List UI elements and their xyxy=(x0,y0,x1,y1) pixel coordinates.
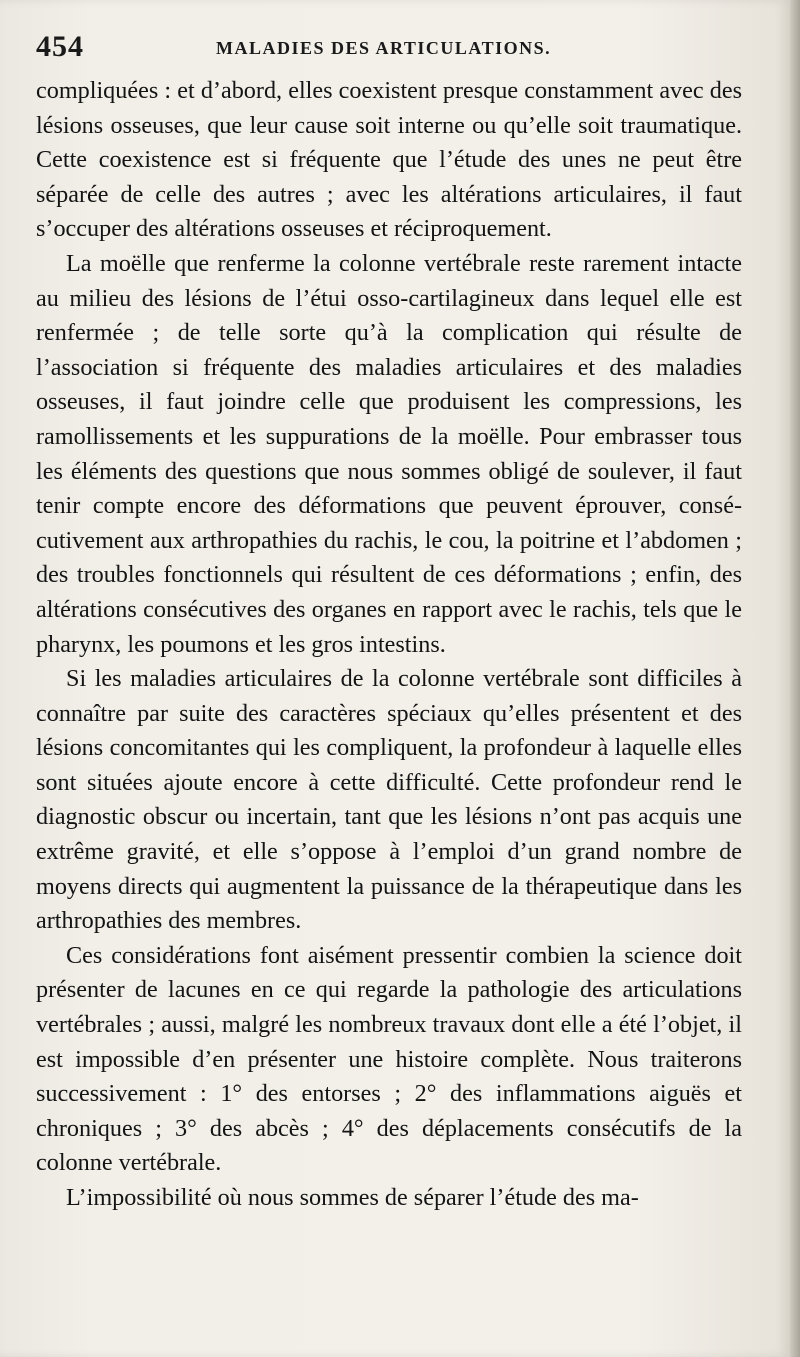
page-header xyxy=(36,30,736,70)
paragraph-1: compliquées : et d’abord, elles coexistent presque constamment avec des lésions osseuses, que leur cause soit interne ou qu’elle soit traumatique. Cette coexistence est si fréquente que l’étude des unes ne peut être séparée de celle des autres ; avec les altérations articulaires, il faut s’occuper des altérations osseuses et réciproquement. xyxy=(36,77,742,243)
body-text xyxy=(36,74,742,1216)
paragraph-5: L’impossibilité où nous sommes de séparer l’étude des ma- xyxy=(66,1184,639,1211)
paragraph-4: Ces considérations font aisément pressentir combien la science doit présenter de lacunes en ce qui regarde la pathologie des articulations vertébrales ; aussi, malgré les nombreux travaux dont elle a été l’objet, il est impossible d’en présenter une histoire complète. Nous traiterons successivement : 1° des entorses ; 2° des inflammations aiguës et chroniques ; 3° des abcès ; 4° des déplacements consécutifs de la colonne vertébrale. xyxy=(36,941,742,1177)
page-edge xyxy=(790,0,800,1357)
page-number: 454 xyxy=(36,30,84,63)
paragraph-2: La moëlle que renferme la colonne vertébrale reste rarement intacte au milieu des lésions de l’étui osso-cartilagineux dans lequel elle est renfermée ; de telle sorte qu’à la complication qui résulte de l’association si fréquente des maladies articulaires et des maladies osseuses, il faut joindre celle que produisent les compressions, les ramollissements et les suppurations de la moëlle. Pour embrasser tous les éléments des questions que nous sommes obligé de soulever, il faut tenir compte encore des déformations que peuvent éprouver, consécutivement aux arthropathies du rachis, le cou, la poitrine et l’abdomen ; des troubles fonctionnels qui résultent de ces déformations ; enfin, des altérations consécutives des organes en rapport avec le rachis, tels que le pharynx, les poumons et les gros intestins. xyxy=(36,249,742,658)
paragraph-3: Si les maladies articulaires de la colonne vertébrale sont difficiles à connaître par suite des caractères spéciaux qu’elles présentent et des lésions concomitantes qui les compliquent, la profondeur à laquelle elles sont situées ajoute encore à cette difficulté. Cette profondeur rend le diagnostic obscur ou incertain, tant que les lésions n’ont pas acquis une extrême gravité, et elle s’oppose à l’emploi d’un grand nombre de moyens directs qui augmentent la puissance de la thérapeutique dans les arthropathies des membres. xyxy=(36,665,742,935)
running-title: MALADIES DES ARTICULATIONS. xyxy=(216,38,552,58)
